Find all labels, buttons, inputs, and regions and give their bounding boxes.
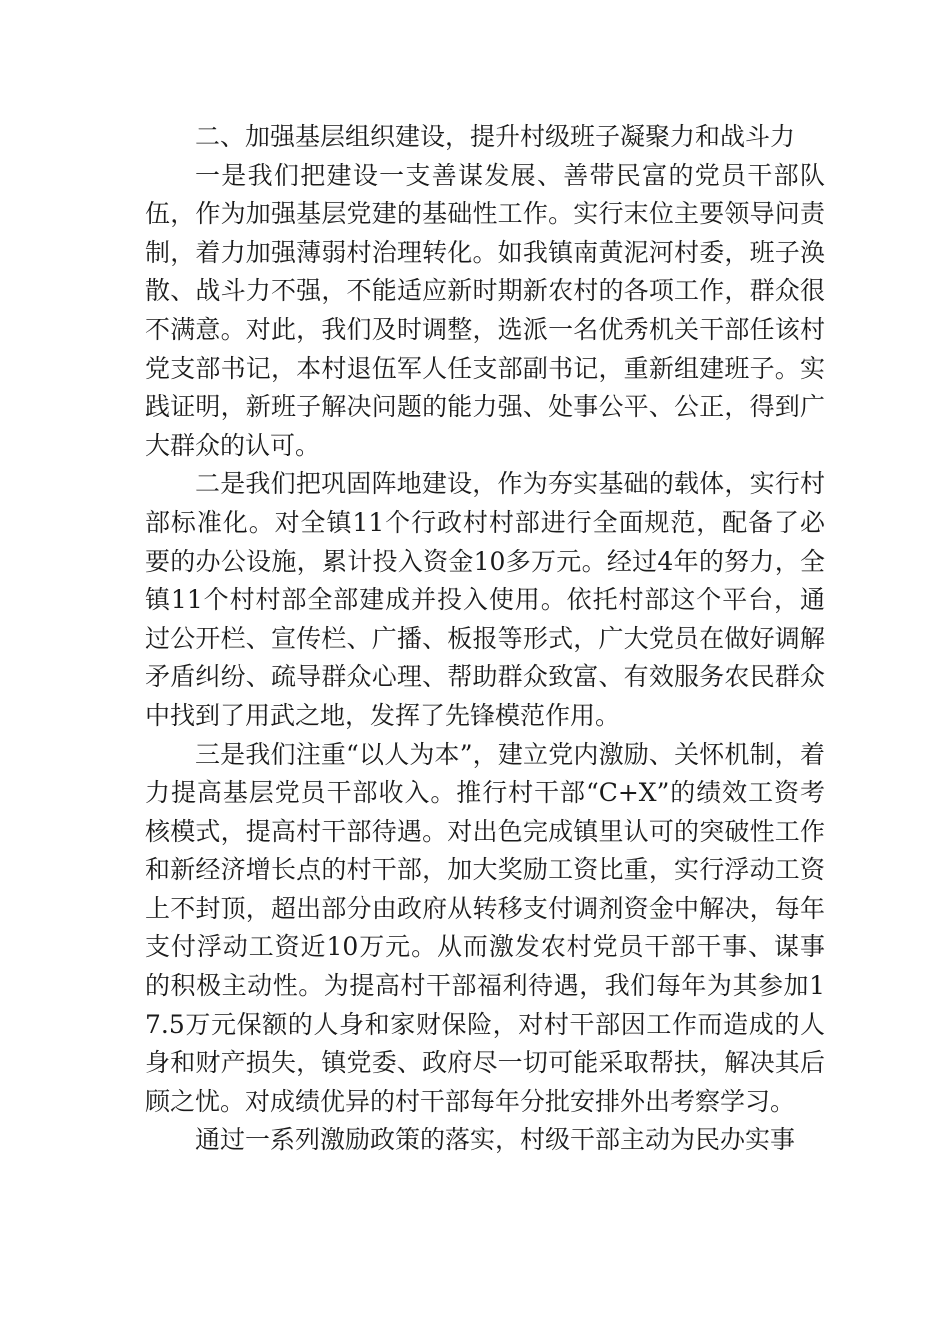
paragraph-3: 三是我们注重“以人为本”，建立党内激励、关怀机制，着力提高基层党员干部收入。推行村干部“C+X”的绩效工资考核模式，提高村干部待遇。对出色完成镇里认可的突破性工作和新经济增长点的村干部，加大奖励工资比重，实行浮动工资上不封顶，超出部分由政府从转移支付调剂资金中解决，每年支付浮动工资近10万元。从而激发农村党员干部干事、谋事的积极主动性。为提高村干部福利待遇，我们每年为其参加17.5万元保额的人身和家财保险，对村干部因工作而造成的人身和财产损失，镇党委、政府尽一切可能采取帮扶，解决其后顾之忧。对成绩优异的村干部每年分批安排外出考察学习。: [145, 739, 825, 1116]
paragraph-2: 二是我们把巩固阵地建设，作为夯实基础的载体，实行村部标准化。对全镇11个行政村村部进行全面规范，配备了必要的办公设施，累计投入资金10多万元。经过4年的努力，全镇11个村村部全部建成并投入使用。依托村部这个平台，通过公开栏、宣传栏、广播、板报等形式，广大党员在做好调解矛盾纠纷、疏导群众心理、帮助群众致富、有效服务农民群众中找到了用武之地，发挥了先锋模范作用。: [145, 469, 825, 730]
paragraph-1: 一是我们把建设一支善谋发展、善带民富的党员干部队伍，作为加强基层党建的基础性工作。实行末位主要领导问责制，着力加强薄弱村治理转化。如我镇南黄泥河村委，班子涣散、战斗力不强，不能适应新时期新农村的各项工作，群众很不满意。对此，我们及时调整，选派一名优秀机关干部任该村党支部书记，本村退伍军人任支部副书记，重新组建班子。实践证明，新班子解决问题的能力强、处事公平、公正，得到广大群众的认可。: [145, 160, 825, 460]
paragraph-4: 通过一系列激励政策的落实，村级干部主动为民办实事: [195, 1125, 796, 1155]
document-body: [145, 118, 825, 1160]
section-heading: 二、加强基层组织建设，提升村级班子凝聚力和战斗力: [195, 122, 796, 151]
